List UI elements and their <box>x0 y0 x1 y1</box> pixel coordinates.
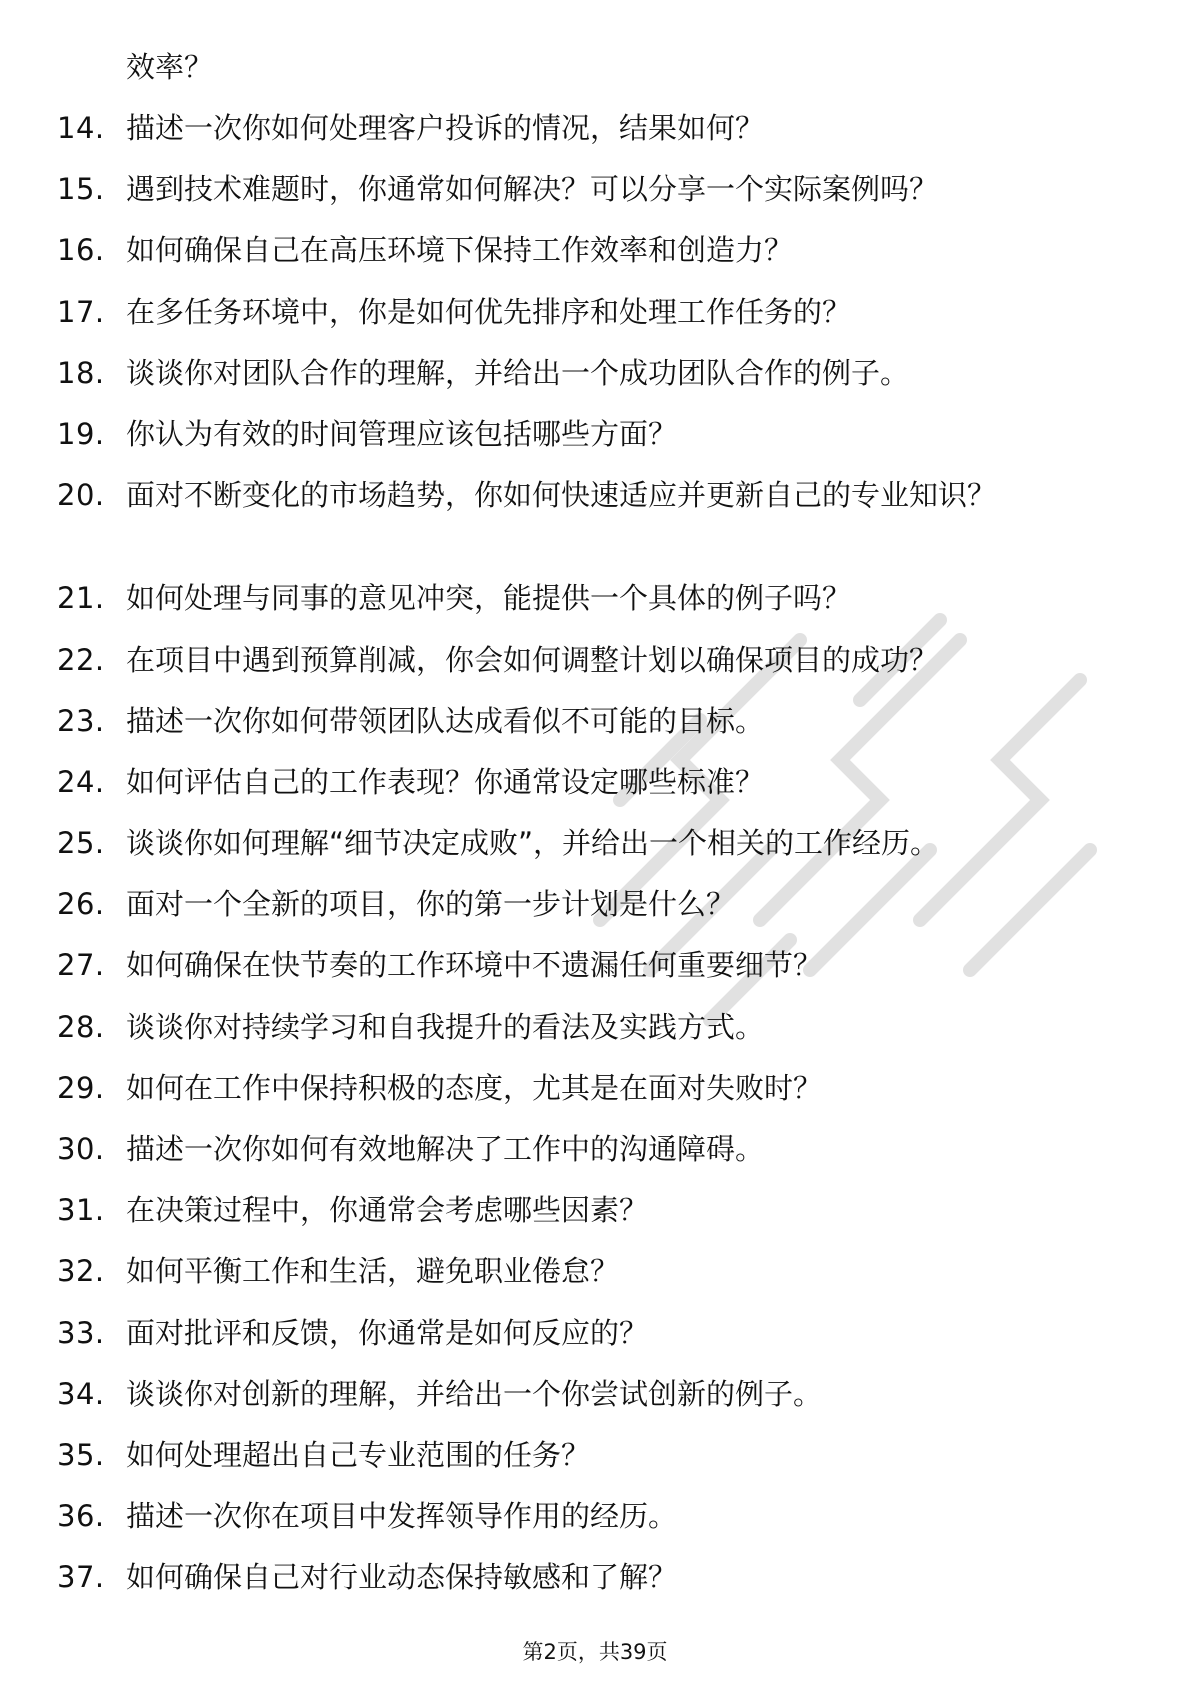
list-item <box>0 1556 1190 1598</box>
question-number: 37. <box>57 1560 105 1595</box>
list-item <box>0 577 1190 619</box>
question-text: 在多任务环境中，你是如何优先排序和处理工作任务的？ <box>126 294 852 329</box>
question-number: 18. <box>57 355 105 390</box>
list-item <box>0 1495 1190 1537</box>
continuation-text: 效率？ <box>126 50 214 84</box>
question-number: 21. <box>57 581 105 616</box>
list-item-continuation <box>0 46 1190 88</box>
question-number: 29. <box>57 1070 105 1105</box>
question-number: 35. <box>57 1437 105 1472</box>
question-text: 如何评估自己的工作表现？你通常设定哪些标准？ <box>126 764 765 799</box>
question-text: 如何确保自己在高压环境下保持工作效率和创造力？ <box>126 233 794 268</box>
question-text: 谈谈你如何理解“细节决定成败”，并给出一个相关的工作经历。 <box>126 826 940 861</box>
question-text: 如何确保自己对行业动态保持敏感和了解？ <box>126 1560 678 1595</box>
list-item <box>0 291 1190 333</box>
question-number: 30. <box>57 1132 105 1166</box>
list-item <box>0 413 1190 455</box>
list-item <box>0 352 1190 394</box>
question-number: 26. <box>57 887 105 922</box>
list-item <box>0 1006 1190 1048</box>
question-text: 谈谈你对创新的理解，并给出一个你尝试创新的例子。 <box>126 1376 823 1411</box>
question-number: 14. <box>57 111 105 145</box>
question-text: 遇到技术难题时，你通常如何解决？可以分享一个实际案例吗？ <box>126 172 939 207</box>
question-text: 面对批评和反馈，你通常是如何反应的？ <box>126 1315 649 1350</box>
question-text: 如何确保在快节奏的工作环境中不遗漏任何重要细节？ <box>126 948 823 983</box>
list-item <box>0 1312 1190 1354</box>
list-item <box>0 1373 1190 1415</box>
list-item <box>0 229 1190 271</box>
list-item <box>0 944 1190 986</box>
page-footer: 第2页，共39页 <box>522 1640 668 1664</box>
question-text: 描述一次你如何处理客户投诉的情况，结果如何？ <box>126 111 765 145</box>
question-number: 27. <box>57 948 105 983</box>
list-item <box>0 700 1190 742</box>
question-text: 在项目中遇到预算削减，你会如何调整计划以确保项目的成功？ <box>126 642 939 677</box>
question-number: 36. <box>57 1499 105 1534</box>
question-text: 描述一次你如何带领团队达成看似不可能的目标。 <box>126 703 765 738</box>
list-item <box>0 761 1190 803</box>
list-item <box>0 168 1190 210</box>
question-number: 20. <box>57 478 105 513</box>
question-number: 22. <box>57 642 105 677</box>
question-text: 谈谈你对持续学习和自我提升的看法及实践方式。 <box>126 1009 765 1044</box>
list-item <box>0 1128 1190 1170</box>
question-number: 34. <box>57 1376 105 1411</box>
question-text: 在决策过程中，你通常会考虑哪些因素？ <box>126 1193 649 1228</box>
question-list <box>0 46 1190 1618</box>
question-number: 28. <box>57 1009 105 1044</box>
question-text: 如何在工作中保持积极的态度，尤其是在面对失败时？ <box>126 1070 823 1105</box>
question-number: 33. <box>57 1315 105 1350</box>
list-item <box>0 883 1190 925</box>
question-number: 16. <box>57 233 105 268</box>
question-number: 24. <box>57 764 105 799</box>
list-item <box>0 1434 1190 1476</box>
question-text: 面对一个全新的项目，你的第一步计划是什么？ <box>126 887 736 922</box>
question-text: 描述一次你在项目中发挥领导作用的经历。 <box>126 1499 678 1534</box>
question-text: 如何处理超出自己专业范围的任务？ <box>126 1437 591 1472</box>
list-item <box>0 474 1190 558</box>
question-text: 面对不断变化的市场趋势，你如何快速适应并更新自己的专业知识？ <box>126 478 997 513</box>
question-number: 31. <box>57 1193 105 1228</box>
question-text: 如何处理与同事的意见冲突，能提供一个具体的例子吗？ <box>126 581 852 616</box>
question-number: 15. <box>57 172 105 207</box>
question-text: 谈谈你对团队合作的理解，并给出一个成功团队合作的例子。 <box>126 355 910 390</box>
question-number: 19. <box>57 416 105 451</box>
question-number: 17. <box>57 294 105 329</box>
list-item <box>0 822 1190 864</box>
list-item <box>0 1067 1190 1109</box>
question-number: 23. <box>57 703 105 738</box>
question-number: 32. <box>57 1254 105 1289</box>
list-item <box>0 1250 1190 1292</box>
list-item <box>0 107 1190 149</box>
list-item <box>0 639 1190 681</box>
question-number: 25. <box>57 826 105 861</box>
question-text: 描述一次你如何有效地解决了工作中的沟通障碍。 <box>126 1132 765 1166</box>
question-text: 你认为有效的时间管理应该包括哪些方面？ <box>126 416 678 451</box>
question-text: 如何平衡工作和生活，避免职业倦怠？ <box>126 1254 620 1289</box>
list-item <box>0 1189 1190 1231</box>
